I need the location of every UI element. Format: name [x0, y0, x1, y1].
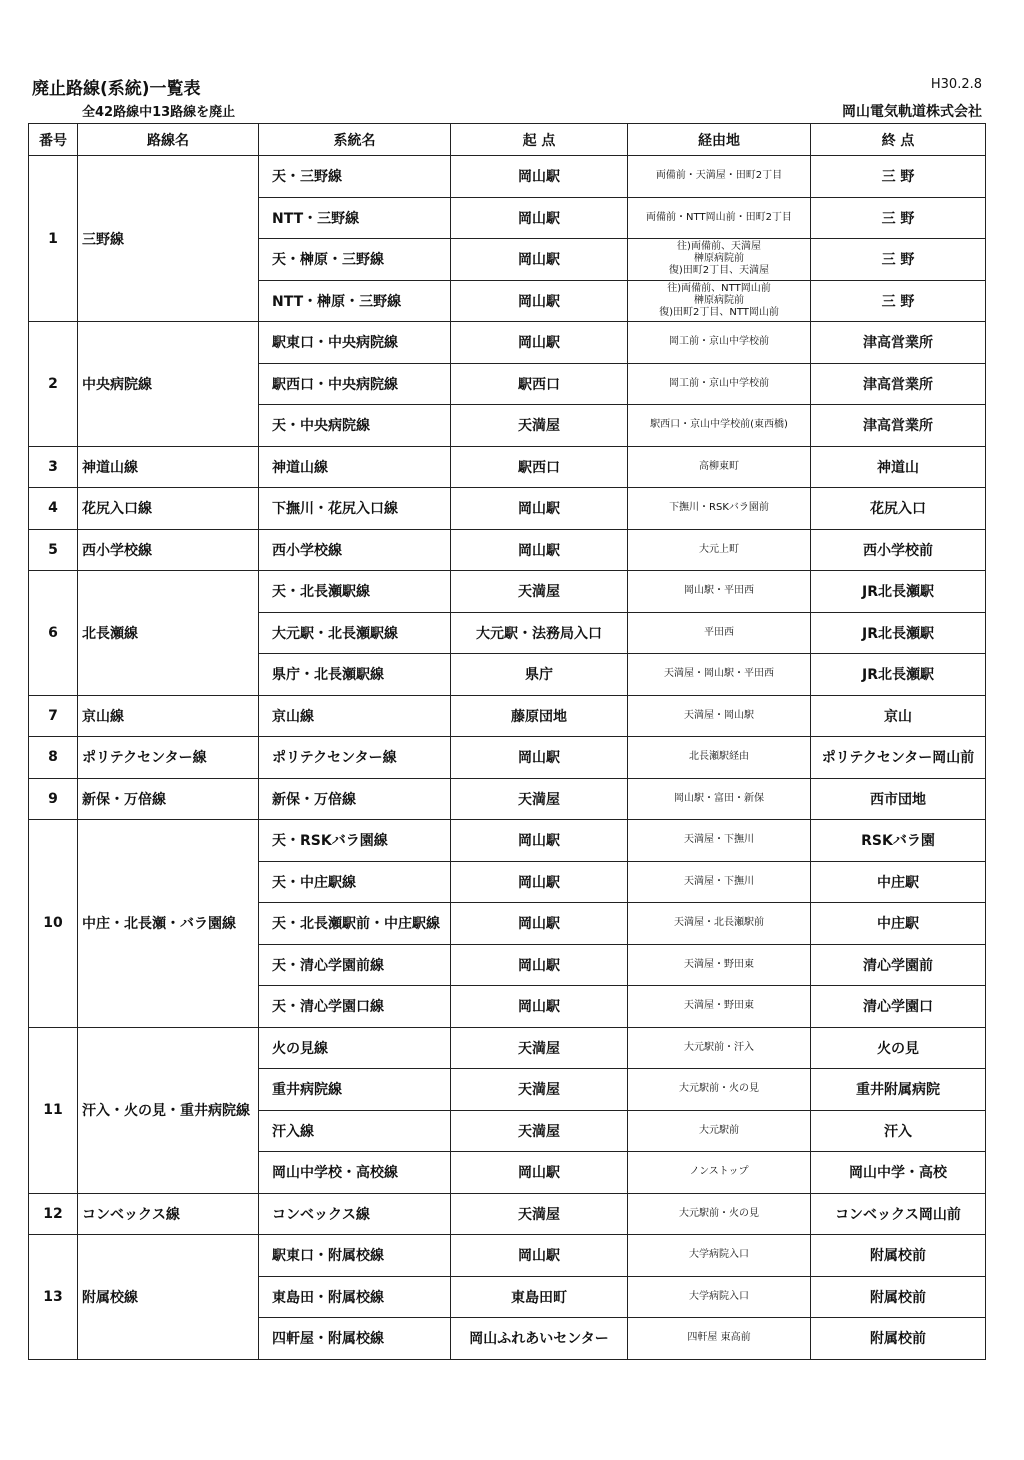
end-point-cell: RSKバラ園: [811, 820, 986, 862]
via-cell: 岡工前・京山中学校前: [628, 322, 811, 364]
table-row: [29, 446, 986, 488]
system-name-cell: 神道山線: [259, 446, 451, 488]
document-date: H30.2.8: [930, 77, 982, 92]
system-name-cell: 天・中央病院線: [259, 405, 451, 447]
route-number-cell: 8: [29, 737, 78, 779]
end-point-cell: 中庄駅: [811, 903, 986, 945]
start-point-cell: 岡山駅: [451, 156, 628, 198]
start-point-cell: 岡山駅: [451, 986, 628, 1028]
start-point-cell: 岡山駅: [451, 903, 628, 945]
route-name-cell: ポリテクセンター線: [78, 737, 259, 779]
end-point-cell: 岡山中学・高校: [811, 1152, 986, 1194]
route-name-cell: 神道山線: [78, 446, 259, 488]
system-name-cell: コンベックス線: [259, 1193, 451, 1235]
route-name-cell: コンベックス線: [78, 1193, 259, 1235]
start-point-cell: 岡山駅: [451, 820, 628, 862]
system-name-cell: 駅東口・中央病院線: [259, 322, 451, 364]
end-point-cell: JR北長瀬駅: [811, 571, 986, 613]
column-header-end: 終 点: [811, 124, 986, 156]
route-name-cell: 三野線: [78, 156, 259, 322]
system-name-cell: 駅東口・附属校線: [259, 1235, 451, 1277]
start-point-cell: 天満屋: [451, 571, 628, 613]
route-name-cell: 中庄・北長瀬・バラ園線: [78, 820, 259, 1028]
end-point-cell: 附属校前: [811, 1235, 986, 1277]
table-row: [29, 1193, 986, 1235]
start-point-cell: 岡山駅: [451, 322, 628, 364]
document-subtitle: 全42路線中13路線を廃止: [82, 105, 236, 120]
system-name-cell: 四軒屋・附属校線: [259, 1318, 451, 1360]
end-point-cell: 津高営業所: [811, 405, 986, 447]
system-name-cell: 天・三野線: [259, 156, 451, 198]
end-point-cell: 津高営業所: [811, 322, 986, 364]
end-point-cell: 花尻入口: [811, 488, 986, 530]
start-point-cell: 大元駅・法務局入口: [451, 612, 628, 654]
table-row: [29, 737, 986, 779]
start-point-cell: 駅西口: [451, 446, 628, 488]
route-name-cell: 西小学校線: [78, 529, 259, 571]
start-point-cell: 岡山駅: [451, 737, 628, 779]
end-point-cell: JR北長瀬駅: [811, 654, 986, 696]
via-cell: 四軒屋 東高前: [628, 1318, 811, 1360]
start-point-cell: 岡山駅: [451, 280, 628, 322]
start-point-cell: 岡山駅: [451, 1235, 628, 1277]
table-header-row: [29, 124, 986, 156]
route-name-cell: 花尻入口線: [78, 488, 259, 530]
end-point-cell: 西小学校前: [811, 529, 986, 571]
system-name-cell: 天・北長瀬駅線: [259, 571, 451, 613]
start-point-cell: 天満屋: [451, 405, 628, 447]
via-cell: 高柳東町: [628, 446, 811, 488]
start-point-cell: 天満屋: [451, 1027, 628, 1069]
via-cell: 大学病院入口: [628, 1276, 811, 1318]
end-point-cell: 附属校前: [811, 1276, 986, 1318]
start-point-cell: 岡山駅: [451, 239, 628, 281]
table-row: [29, 156, 986, 198]
route-name-cell: 北長瀬線: [78, 571, 259, 696]
start-point-cell: 天満屋: [451, 1110, 628, 1152]
system-name-cell: 西小学校線: [259, 529, 451, 571]
route-number-cell: 10: [29, 820, 78, 1028]
table-row: [29, 695, 986, 737]
end-point-cell: 清心学園口: [811, 986, 986, 1028]
system-name-cell: 汗入線: [259, 1110, 451, 1152]
end-point-cell: 火の見: [811, 1027, 986, 1069]
system-name-cell: 重井病院線: [259, 1069, 451, 1111]
via-cell: 北長瀬駅経由: [628, 737, 811, 779]
route-number-cell: 4: [29, 488, 78, 530]
via-cell: 大元上町: [628, 529, 811, 571]
end-point-cell: 京山: [811, 695, 986, 737]
via-cell: 下撫川・RSKバラ園前: [628, 488, 811, 530]
via-cell: 大元駅前・汗入: [628, 1027, 811, 1069]
end-point-cell: 重井附属病院: [811, 1069, 986, 1111]
table-row: [29, 322, 986, 364]
abolished-routes-table: [28, 123, 986, 1360]
route-name-cell: 附属校線: [78, 1235, 259, 1360]
via-cell: 往)両備前、NTT岡山前 榊原病院前 復)田町2丁目、NTT岡山前: [628, 280, 811, 322]
system-name-cell: 大元駅・北長瀬駅線: [259, 612, 451, 654]
via-cell: 大学病院入口: [628, 1235, 811, 1277]
end-point-cell: 附属校前: [811, 1318, 986, 1360]
system-name-cell: 天・榊原・三野線: [259, 239, 451, 281]
system-name-cell: 駅西口・中央病院線: [259, 363, 451, 405]
system-name-cell: NTT・榊原・三野線: [259, 280, 451, 322]
via-cell: 駅西口・京山中学校前(東西橋): [628, 405, 811, 447]
start-point-cell: 県庁: [451, 654, 628, 696]
start-point-cell: 天満屋: [451, 1193, 628, 1235]
end-point-cell: 神道山: [811, 446, 986, 488]
via-cell: 往)両備前、天満屋 榊原病院前 復)田町2丁目、天満屋: [628, 239, 811, 281]
system-name-cell: 岡山中学校・高校線: [259, 1152, 451, 1194]
route-name-cell: 中央病院線: [78, 322, 259, 447]
route-number-cell: 7: [29, 695, 78, 737]
end-point-cell: 中庄駅: [811, 861, 986, 903]
end-point-cell: 三 野: [811, 197, 986, 239]
end-point-cell: 清心学園前: [811, 944, 986, 986]
via-cell: 大元駅前: [628, 1110, 811, 1152]
start-point-cell: 岡山駅: [451, 197, 628, 239]
via-cell: 天満屋・下撫川: [628, 861, 811, 903]
start-point-cell: 駅西口: [451, 363, 628, 405]
table-row: [29, 1027, 986, 1069]
route-number-cell: 5: [29, 529, 78, 571]
end-point-cell: ポリテクセンター岡山前: [811, 737, 986, 779]
system-name-cell: 新保・万倍線: [259, 778, 451, 820]
column-header-via: 経由地: [628, 124, 811, 156]
route-name-cell: 新保・万倍線: [78, 778, 259, 820]
via-cell: ノンストップ: [628, 1152, 811, 1194]
start-point-cell: 岡山駅: [451, 488, 628, 530]
column-header-number: 番号: [29, 124, 78, 156]
via-cell: 天満屋・岡山駅・平田西: [628, 654, 811, 696]
column-header-route-name: 路線名: [78, 124, 259, 156]
system-name-cell: 天・清心学園前線: [259, 944, 451, 986]
column-header-start: 起 点: [451, 124, 628, 156]
end-point-cell: 西市団地: [811, 778, 986, 820]
system-name-cell: 火の見線: [259, 1027, 451, 1069]
via-cell: 両備前・天満屋・田町2丁目: [628, 156, 811, 198]
system-name-cell: 天・RSKバラ園線: [259, 820, 451, 862]
via-cell: 大元駅前・火の見: [628, 1193, 811, 1235]
start-point-cell: 岡山ふれあいセンター: [451, 1318, 628, 1360]
via-cell: 平田西: [628, 612, 811, 654]
document-title: 廃止路線(系統)一覧表: [32, 79, 201, 99]
start-point-cell: 天満屋: [451, 778, 628, 820]
system-name-cell: 東島田・附属校線: [259, 1276, 451, 1318]
start-point-cell: 岡山駅: [451, 529, 628, 571]
start-point-cell: 岡山駅: [451, 861, 628, 903]
route-number-cell: 13: [29, 1235, 78, 1360]
start-point-cell: 岡山駅: [451, 944, 628, 986]
via-cell: 岡山駅・富田・新保: [628, 778, 811, 820]
table-row: [29, 1235, 986, 1277]
system-name-cell: NTT・三野線: [259, 197, 451, 239]
route-number-cell: 6: [29, 571, 78, 696]
route-number-cell: 11: [29, 1027, 78, 1193]
end-point-cell: 汗入: [811, 1110, 986, 1152]
table-row: [29, 571, 986, 613]
system-name-cell: 天・清心学園口線: [259, 986, 451, 1028]
via-cell: 天満屋・野田東: [628, 944, 811, 986]
start-point-cell: 天満屋: [451, 1069, 628, 1111]
table-row: [29, 778, 986, 820]
end-point-cell: 三 野: [811, 280, 986, 322]
route-number-cell: 3: [29, 446, 78, 488]
via-cell: 岡工前・京山中学校前: [628, 363, 811, 405]
route-number-cell: 12: [29, 1193, 78, 1235]
company-name: 岡山電気軌道株式会社: [842, 104, 982, 120]
route-number-cell: 2: [29, 322, 78, 447]
end-point-cell: JR北長瀬駅: [811, 612, 986, 654]
system-name-cell: 天・中庄駅線: [259, 861, 451, 903]
table-row: [29, 820, 986, 862]
table-row: [29, 488, 986, 530]
route-number-cell: 1: [29, 156, 78, 322]
start-point-cell: 岡山駅: [451, 1152, 628, 1194]
via-cell: 岡山駅・平田西: [628, 571, 811, 613]
route-number-cell: 9: [29, 778, 78, 820]
end-point-cell: コンベックス岡山前: [811, 1193, 986, 1235]
start-point-cell: 藤原団地: [451, 695, 628, 737]
via-cell: 天満屋・岡山駅: [628, 695, 811, 737]
system-name-cell: 京山線: [259, 695, 451, 737]
system-name-cell: ポリテクセンター線: [259, 737, 451, 779]
table-body: [29, 156, 986, 1360]
end-point-cell: 三 野: [811, 156, 986, 198]
table-row: [29, 529, 986, 571]
route-name-cell: 汗入・火の見・重井病院線: [78, 1027, 259, 1193]
via-cell: 天満屋・野田東: [628, 986, 811, 1028]
via-cell: 天満屋・北長瀬駅前: [628, 903, 811, 945]
system-name-cell: 下撫川・花尻入口線: [259, 488, 451, 530]
start-point-cell: 東島田町: [451, 1276, 628, 1318]
via-cell: 大元駅前・火の見: [628, 1069, 811, 1111]
via-cell: 両備前・NTT岡山前・田町2丁目: [628, 197, 811, 239]
column-header-system-name: 系統名: [259, 124, 451, 156]
system-name-cell: 天・北長瀬駅前・中庄駅線: [259, 903, 451, 945]
end-point-cell: 津高営業所: [811, 363, 986, 405]
system-name-cell: 県庁・北長瀬駅線: [259, 654, 451, 696]
route-name-cell: 京山線: [78, 695, 259, 737]
via-cell: 天満屋・下撫川: [628, 820, 811, 862]
end-point-cell: 三 野: [811, 239, 986, 281]
